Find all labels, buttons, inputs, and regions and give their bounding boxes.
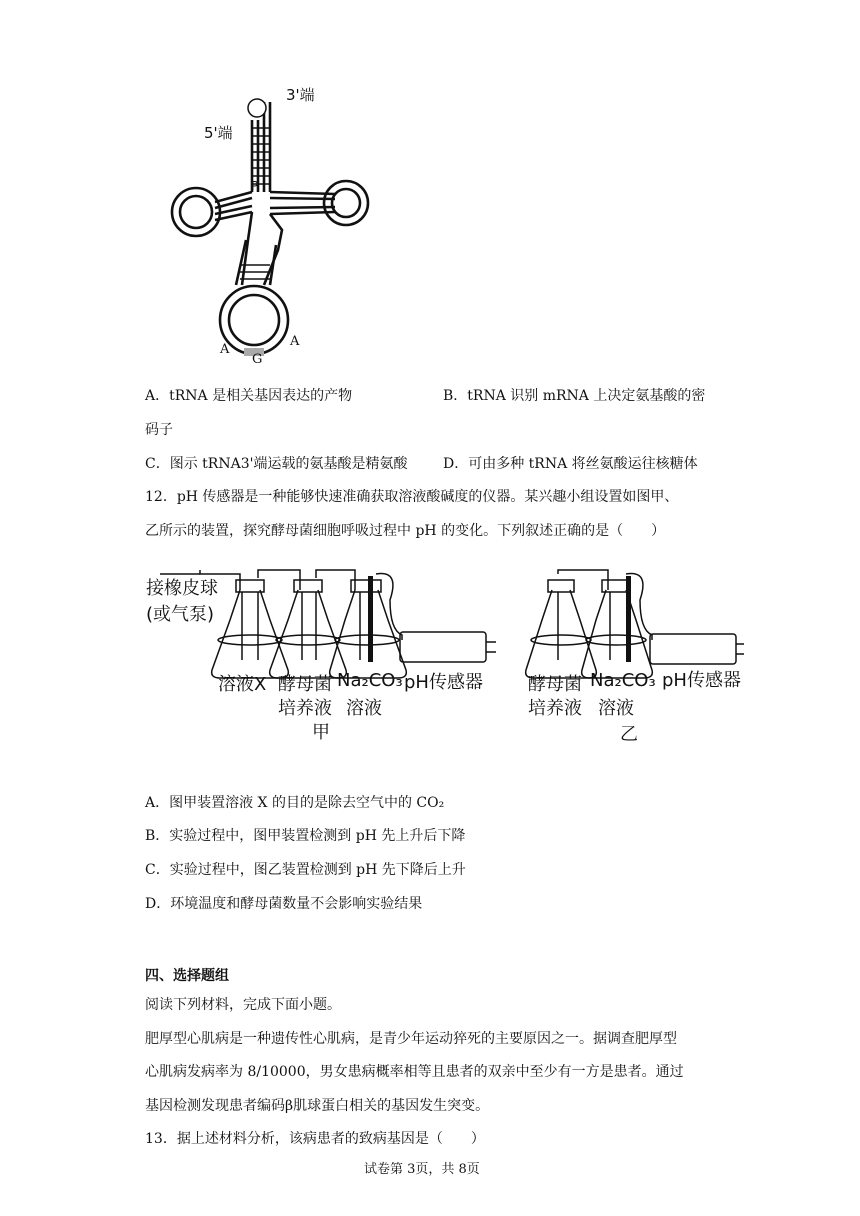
q11-option-d: D．可由多种 tRNA 将丝氨酸运往核糖体 <box>443 456 698 472</box>
q12-option-b: B．实验过程中，图甲装置检测到 pH 先上升后下降 <box>145 828 466 844</box>
q11-option-b: B．tRNA 识别 mRNA 上决定氨基酸的密 <box>443 388 706 404</box>
q11-option-c: C．图示 tRNA3'端运载的氨基酸是精氨酸 <box>145 456 408 472</box>
trna-base-a-right: A <box>290 334 300 349</box>
na2co3-label-jia-line2: 溶液 <box>346 698 382 719</box>
na2co3-label-jia: Na₂CO₃ <box>337 670 403 691</box>
figure-label-jia: 甲 <box>312 722 330 743</box>
q11-option-b-continued: 码子 <box>145 422 173 438</box>
material-line3: 基因检测发现患者编码β肌球蛋白相关的基因发生突变。 <box>145 1098 490 1114</box>
trna-base-g: G <box>252 352 263 367</box>
pump-label-line2: (或气泵) <box>146 604 215 625</box>
yeast-label-jia-line2: 培养液 <box>278 698 332 719</box>
trna-phosphate-label: P <box>251 179 259 193</box>
yeast-label-jia-line1: 酵母菌 <box>278 674 332 695</box>
trna-5-end-label: 5'端 <box>204 124 233 142</box>
na2co3-label-yi: Na₂CO₃ <box>590 670 656 691</box>
q12-stem-line1: 12．pH 传感器是一种能够快速准确获取溶液酸碱度的仪器。某兴趣小组设置如图甲、 <box>145 489 679 505</box>
trna-base-a-left: A <box>220 342 230 357</box>
apparatus-diagram <box>140 560 760 750</box>
page-footer: 试卷第 3页，共 8页 <box>364 1162 480 1177</box>
na2co3-label-yi-line2: 溶液 <box>598 698 634 719</box>
material-line2: 心肌病发病率为 8/10000，男女患病概率相等且患者的双亲中至少有一方是患者。通过 <box>145 1064 684 1080</box>
section-4-intro: 阅读下列材料，完成下面小题。 <box>145 997 341 1013</box>
ph-sensor-label-jia: pH传感器 <box>404 672 483 693</box>
material-line1: 肥厚型心肌病是一种遗传性心肌病，是青少年运动猝死的主要原因之一。据调查肥厚型 <box>145 1031 677 1047</box>
yeast-label-yi-line1: 酵母菌 <box>528 674 582 695</box>
figure-label-yi: 乙 <box>620 724 638 745</box>
q11-option-a: A．tRNA 是相关基因表达的产物 <box>145 388 353 404</box>
q13-stem: 13．据上述材料分析，该病患者的致病基因是（ ） <box>145 1131 485 1147</box>
q12-option-a: A．图甲装置溶液 X 的目的是除去空气中的 CO₂ <box>145 795 445 811</box>
apparatus-figure <box>140 560 760 750</box>
section-4-title: 四、选择题组 <box>145 968 229 984</box>
trna-3-end-label: 3'端 <box>286 86 315 104</box>
pump-label-line1: 接橡皮球 <box>146 578 218 599</box>
yeast-label-yi-line2: 培养液 <box>528 698 582 719</box>
q12-stem-line2: 乙所示的装置，探究酵母菌细胞呼吸过程中 pH 的变化。下列叙述正确的是（ ） <box>145 523 666 539</box>
q12-option-c: C．实验过程中，图乙装置检测到 pH 先下降后上升 <box>145 862 466 878</box>
trna-figure <box>160 80 380 380</box>
solution-x-label: 溶液X <box>218 674 267 695</box>
ph-sensor-label-yi: pH传感器 <box>662 670 741 691</box>
trna-diagram <box>160 80 380 380</box>
q12-option-d: D．环境温度和酵母菌数量不会影响实验结果 <box>145 896 423 912</box>
